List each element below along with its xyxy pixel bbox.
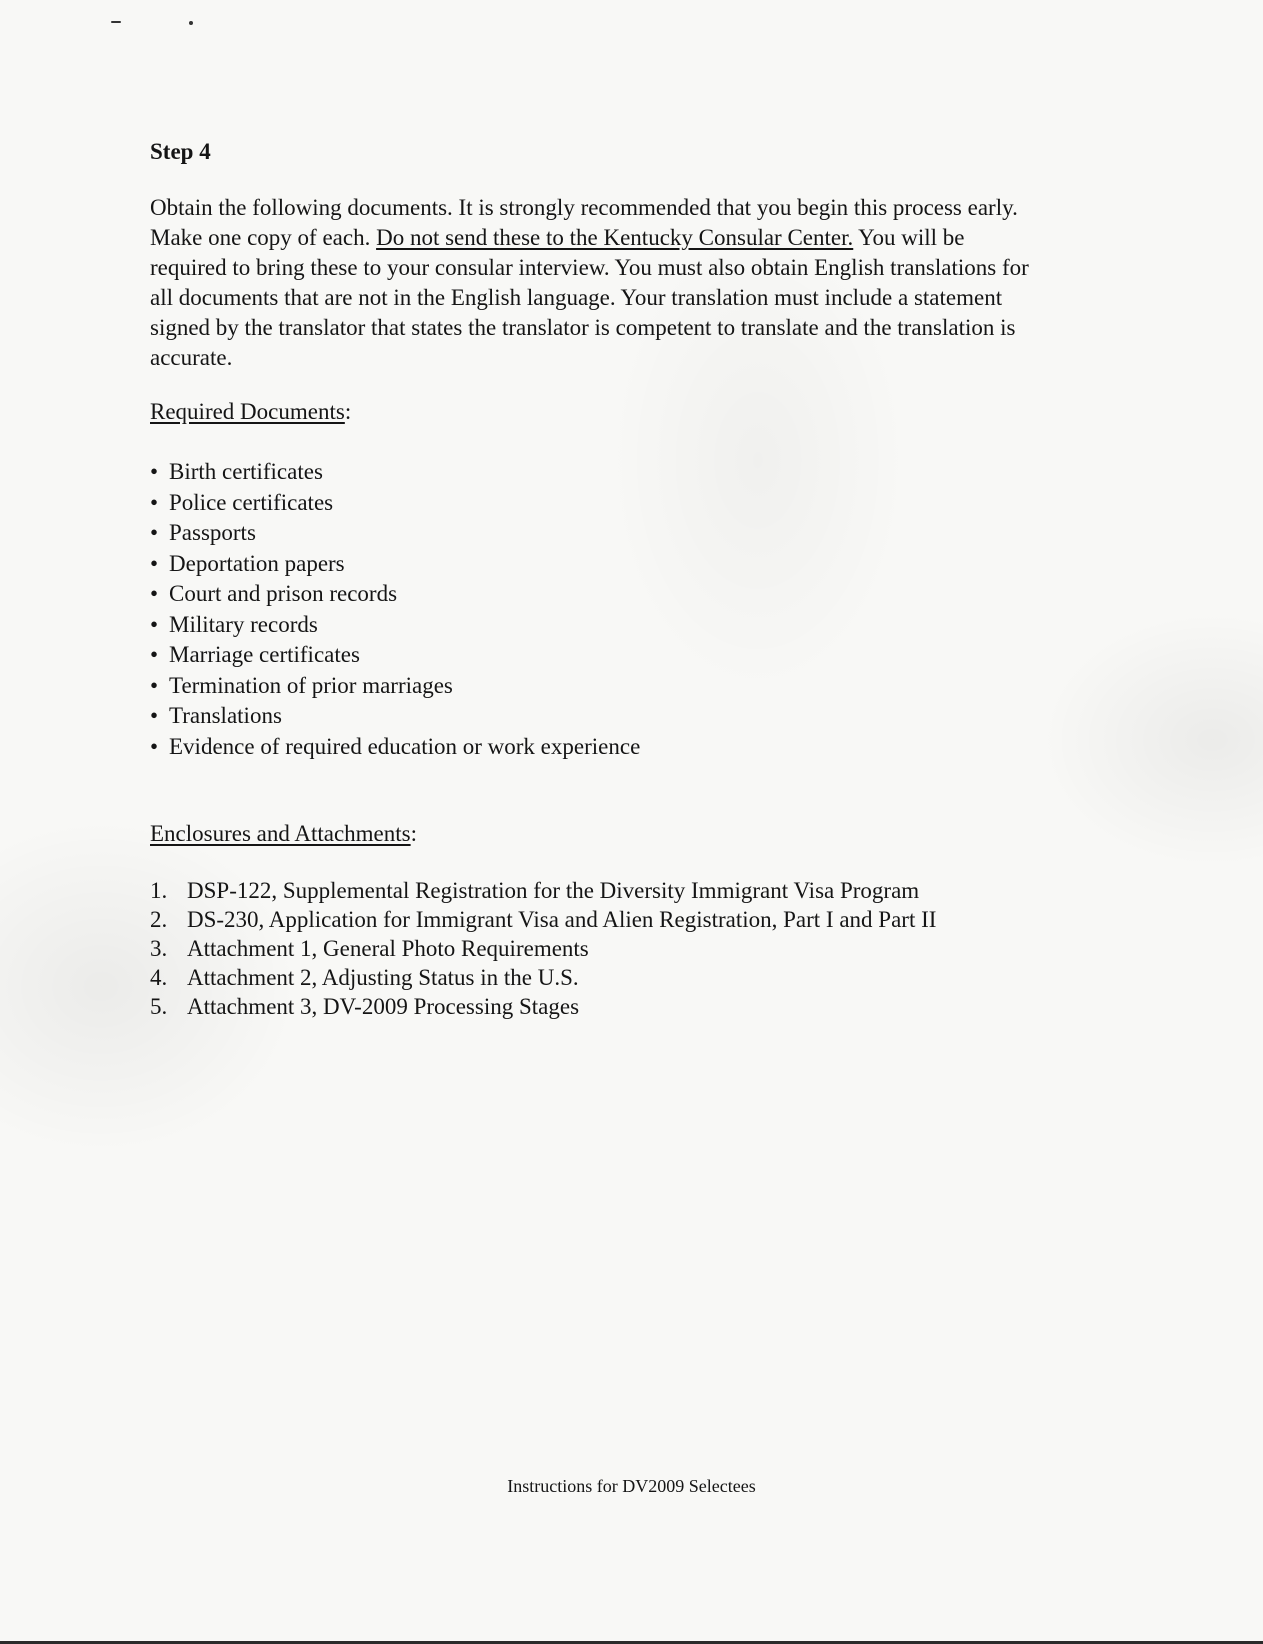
list-item: • Court and prison records <box>150 579 640 610</box>
bullet-icon: • <box>150 459 159 484</box>
bullet-icon: • <box>150 733 159 759</box>
list-item: • Termination of prior marriages <box>150 671 640 702</box>
page-footer: Instructions for DV2009 Selectees <box>507 1476 756 1496</box>
bullet-icon: • <box>150 672 159 698</box>
step-heading: Step 4 <box>150 139 211 164</box>
item-number: 5. <box>150 994 168 1019</box>
item-number: 3. <box>150 936 168 961</box>
required-documents-list <box>150 457 640 762</box>
intro-line: accurate. <box>150 345 233 370</box>
scan-speck <box>111 21 121 23</box>
intro-line: Obtain the following documents. It is strongly recommended that you begin this process early. <box>150 195 1018 220</box>
intro-paragraph <box>150 193 1130 373</box>
intro-line: Make one copy of each. Do not send these to the Kentucky Consular Center. You will be <box>150 225 965 250</box>
bullet-icon: • <box>150 489 159 515</box>
required-documents-heading: Required Documents: <box>150 399 352 424</box>
underlined-warning: Do not send these to the Kentucky Consular Center. <box>376 225 854 250</box>
item-number: 1. <box>150 878 168 903</box>
enclosures-heading: Enclosures and Attachments: <box>150 821 417 846</box>
list-item: • Marriage certificates <box>150 640 640 671</box>
item-number: 2. <box>150 907 168 932</box>
list-item: 3. Attachment 1, General Photo Requirements <box>150 936 589 961</box>
bullet-icon: • <box>150 581 159 606</box>
list-item: 1. DSP-122, Supplemental Registration for the Diversity Immigrant Visa Program <box>150 878 920 903</box>
bullet-icon: • <box>150 611 159 637</box>
bullet-icon: • <box>150 703 159 728</box>
list-item: • Deportation papers <box>150 549 640 580</box>
bullet-icon: • <box>150 550 159 576</box>
list-item: 2. DS-230, Application for Immigrant Visa and Alien Registration, Part I and Part II <box>150 907 937 932</box>
intro-line: required to bring these to your consular interview. You must also obtain English translations for <box>150 255 1029 280</box>
item-number: 4. <box>150 965 168 990</box>
list-item: • Birth certificates <box>150 457 640 488</box>
intro-line: signed by the translator that states the translator is competent to translate and the translation is <box>150 315 1016 340</box>
list-item: 5. Attachment 3, DV-2009 Processing Stages <box>150 994 580 1019</box>
list-item: • Police certificates <box>150 488 640 519</box>
list-item: 4. Attachment 2, Adjusting Status in the U.S. <box>150 965 579 990</box>
list-item: • Military records <box>150 610 640 641</box>
scan-speck <box>189 21 193 25</box>
bullet-icon: • <box>150 520 159 545</box>
bullet-icon: • <box>150 642 159 667</box>
intro-line: all documents that are not in the English language. Your translation must include a statement <box>150 285 1003 310</box>
list-item: • Passports <box>150 518 640 549</box>
list-item: • Evidence of required education or work experience <box>150 732 640 763</box>
list-item: • Translations <box>150 701 640 732</box>
enclosures-list <box>150 876 936 1021</box>
